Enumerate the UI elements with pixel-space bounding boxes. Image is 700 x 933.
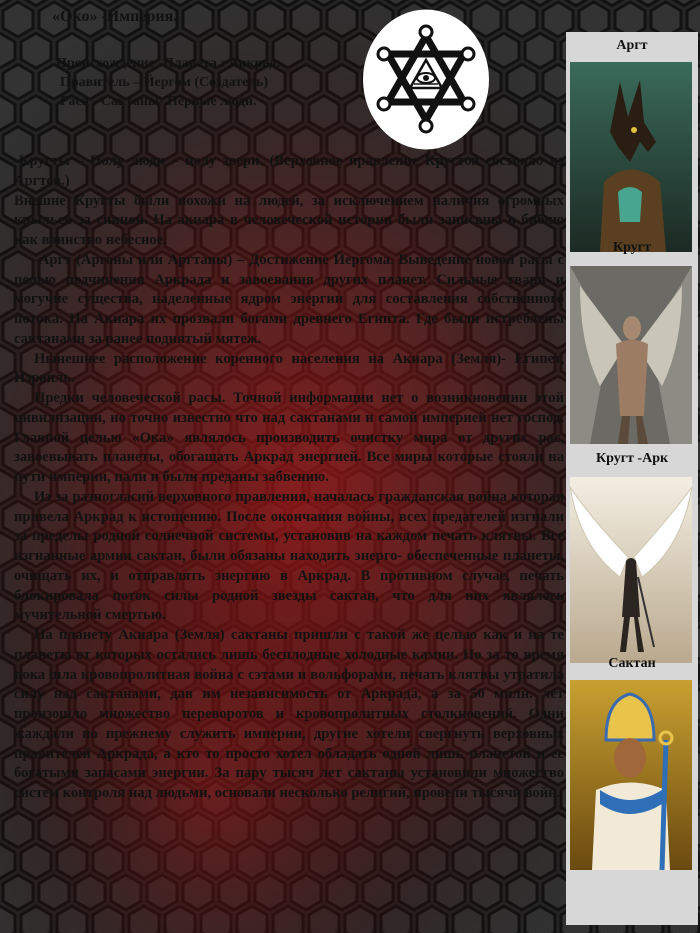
- sidebar-label-argt: Аргт: [616, 38, 648, 53]
- main-text: [14, 152, 564, 804]
- saktan-image: [570, 680, 692, 870]
- race-line: Раса - Сактаны- Первые люди.: [60, 94, 257, 109]
- krugt-ark-image: [570, 477, 692, 663]
- star-of-david-eye-emblem-icon: [362, 8, 490, 151]
- paragraph: -Кругты – Полу люди – полу звери. (Верховное правление Кругтов состояло из Аргтов.): [14, 153, 564, 189]
- sidebar-label-krugt-ark: Кругт -Арк: [595, 451, 669, 466]
- sidebar-label-saktan: Сактан: [608, 656, 656, 671]
- ruler-line: Правитель – Йергом (Создатель): [60, 75, 269, 90]
- page-title: «Око» -Империя.: [52, 8, 178, 25]
- paragraph: Предки человеческой расы. Точной информации нет о возникновении этой цивилизации, но точно известно что над сактанами и самой империей нет господ. Главной целью «Ока» являлось производить очистку мира от других рас, завоевывать планеты, обогащать Аркрад энергией. Все миры которые стояли на пути империи, пали и были преданы забвению.: [14, 390, 564, 485]
- character-sidebar: [566, 32, 698, 925]
- krugt-image: [570, 266, 692, 444]
- sidebar-label-krugt: Кругт: [613, 240, 651, 255]
- argt-image: [570, 62, 692, 252]
- paragraph: Внешне Кругты были похожи на людей, за исключением наличия огромных крыльев за спиной. На акиара в человеческой истории были записаны в бибию как воинство небесное.: [14, 192, 564, 248]
- paragraph: Из за разногласий верховного правления, началась гражданская война которая привела Аркрад к истощению. После окончания войны, всех предателей изгнали за пределы родной солнечной системы, установив на каждом печать клятвы. Все изгнанные армии сактан, были обязаны находить энерго- обеспеченные планеты, очищать их, и отправлять энергию в Аркрад. В противном случае, печать блокировала поток силы родной звезды сактан, что для них являлось мучительной смертью.: [14, 488, 564, 624]
- paragraph: Нынешнее расположение коренного населения на Акиара (Земля)- Египет, Израиль.: [14, 350, 564, 387]
- origin-line: Происхождение -Планета : Аркрад.: [56, 56, 280, 71]
- paragraph: -Аргт (Аргоны или Аргтаны) – Достижение Йергома. Выведение новой расы с целью подчинения Аркрада и завоевания других планет. Сильные твари и могучие существа, наделенные ядром энергии для составления собственного потока. На Акиара их прозвали богами древнего Египта. Где были истреблены сактанами за ранее поднятый мятеж.: [14, 251, 564, 347]
- paragraph: На планету Акиара (Земля) сактаны пришли с такой же целью как и на те планеты от которых остались лишь бесплодные холодные камни. Но за то время пока шла кровопролитная война с сэтами и вольфорами, печать клятвы утратила силу над сактанами, дав им независимость от Аркрада, а за 50 милн. лет произошло множество переворотов и кровопролитных столкновений. Одни жаждали по прежнему служить империи, другие хотели свергнуть верховных правителей Аркрада, а кто то просто хотел обладать одной лишь планетой и ее богатыми запасами энергии. За пару тысяч лет сактаны установили множество систем контроля над людьми, основали несколько религий, провели тысячи войн.: [14, 627, 564, 801]
